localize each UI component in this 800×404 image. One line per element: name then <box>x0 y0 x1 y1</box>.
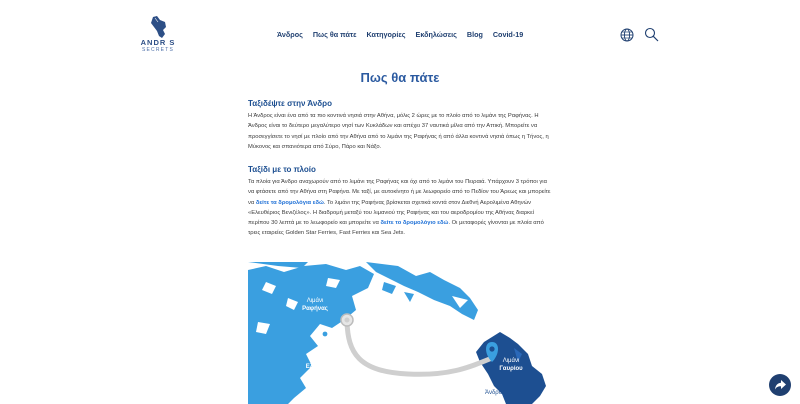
site-header <box>0 0 800 70</box>
rafina-label <box>298 297 332 313</box>
ferry-text-part-a: Τα πλοία για Άνδρο αναχωρούν από το λιμάνι της Ραφήνας και όχι από το λιμάνι του Πειραιά. Υπάρχουν 3 τρόποι για να φτάσετε από την Αθήνα στη Ραφήνα. Με ταξί, με αυτοκίνητο ή με λεωφορείο από το Πεδίον του Άρεως και μπορείτε να <box>248 179 551 206</box>
gavrio-label-line1: Λιμάνι <box>502 358 520 364</box>
rafina-label-line1: Λιμάνι <box>306 298 324 304</box>
bus-schedule-link[interactable]: δείτε το δρομολόγιο εδώ <box>380 220 449 227</box>
nav-item-events[interactable]: Εκδηλώσεις <box>415 30 457 39</box>
gavrio-label-line2: Γαυρίου <box>499 366 523 372</box>
ferry-text-part-b: . Το λιμάνι της Ραφήνας βρίσκεται σχετικά κοντά στον Διεθνή Αερολιμένα Αθηνών «Ελευθέριος Βενιζέλος». Η διαδρομή μεταξύ του λιμανιού της Ραφήνας και του αεροδρομίου της Αθήνας διαρκεί περίπου 30 λεπτά με το λεωφορείο και μπορείτε να <box>248 199 534 227</box>
logo-wordmark: ANDR S <box>140 38 176 47</box>
nav-item-categories[interactable]: Κατηγορίες <box>366 30 406 39</box>
airport-label-line2: Ελ. Βενιζέλος <box>305 364 345 370</box>
gavrio-label <box>496 357 526 373</box>
route-map-graphic <box>248 262 552 404</box>
airport-label <box>302 355 348 371</box>
section-heading-travel: Ταξιδέψτε στην Άνδρο <box>248 99 332 108</box>
ferry-schedule-link[interactable]: δείτε τα δρομολόγια εδώ <box>255 199 324 206</box>
section-heading-ferry: Ταξίδι με το πλοίο <box>248 165 316 174</box>
nav-item-andros[interactable]: Άνδρος <box>277 30 303 39</box>
share-icon <box>775 380 786 390</box>
search-icon[interactable] <box>644 27 659 42</box>
nav-item-blog[interactable]: Blog <box>466 30 483 39</box>
section-text-ferry <box>248 177 553 239</box>
airport-label-line1: Αεροδρόμιο <box>309 356 341 362</box>
main-nav <box>277 30 523 39</box>
page-title: Πως θα πάτε <box>360 70 440 85</box>
section-text-travel: Η Άνδρος είναι ένα από τα πιο κοντινά νησιά στην Αθήνα, μόλις 2 ώρες με το πλοίο από το λιμάνι της Ραφήνας. Η Άνδρος είναι το δεύτερο μεγαλύτερο νησί των Κυκλάδων και απέχει 37 ναυτικά μίλια από την Αττική. Μπορείτε να προσεγγίσετε το νησί με πλοίο από την Αθήνα από το λιμάνι της Ραφήνας ή από άλλα κοντινά νησιά όπως η Τήνος, η Μύκονος και σπανιότερα από Σύρο, Πάρο και Νάξο. <box>248 113 549 150</box>
share-button[interactable] <box>769 374 791 396</box>
route-map <box>248 262 552 404</box>
logo-subtitle: SECRETS <box>141 47 175 53</box>
nav-item-how-to-go[interactable]: Πως θα πάτε <box>312 30 357 39</box>
ferry-text-part-c: . Οι μεταφορές γίνονται με πλοία από τρεις εταιρείες Golden Star Ferries, Fast Ferries και Sea Jets. <box>248 220 544 237</box>
rafina-label-line2: Ραφήνας <box>302 306 328 312</box>
globe-icon[interactable] <box>620 28 634 42</box>
andros-label: Άνδρος <box>485 390 505 396</box>
nav-item-covid[interactable]: Covid-19 <box>492 30 524 39</box>
